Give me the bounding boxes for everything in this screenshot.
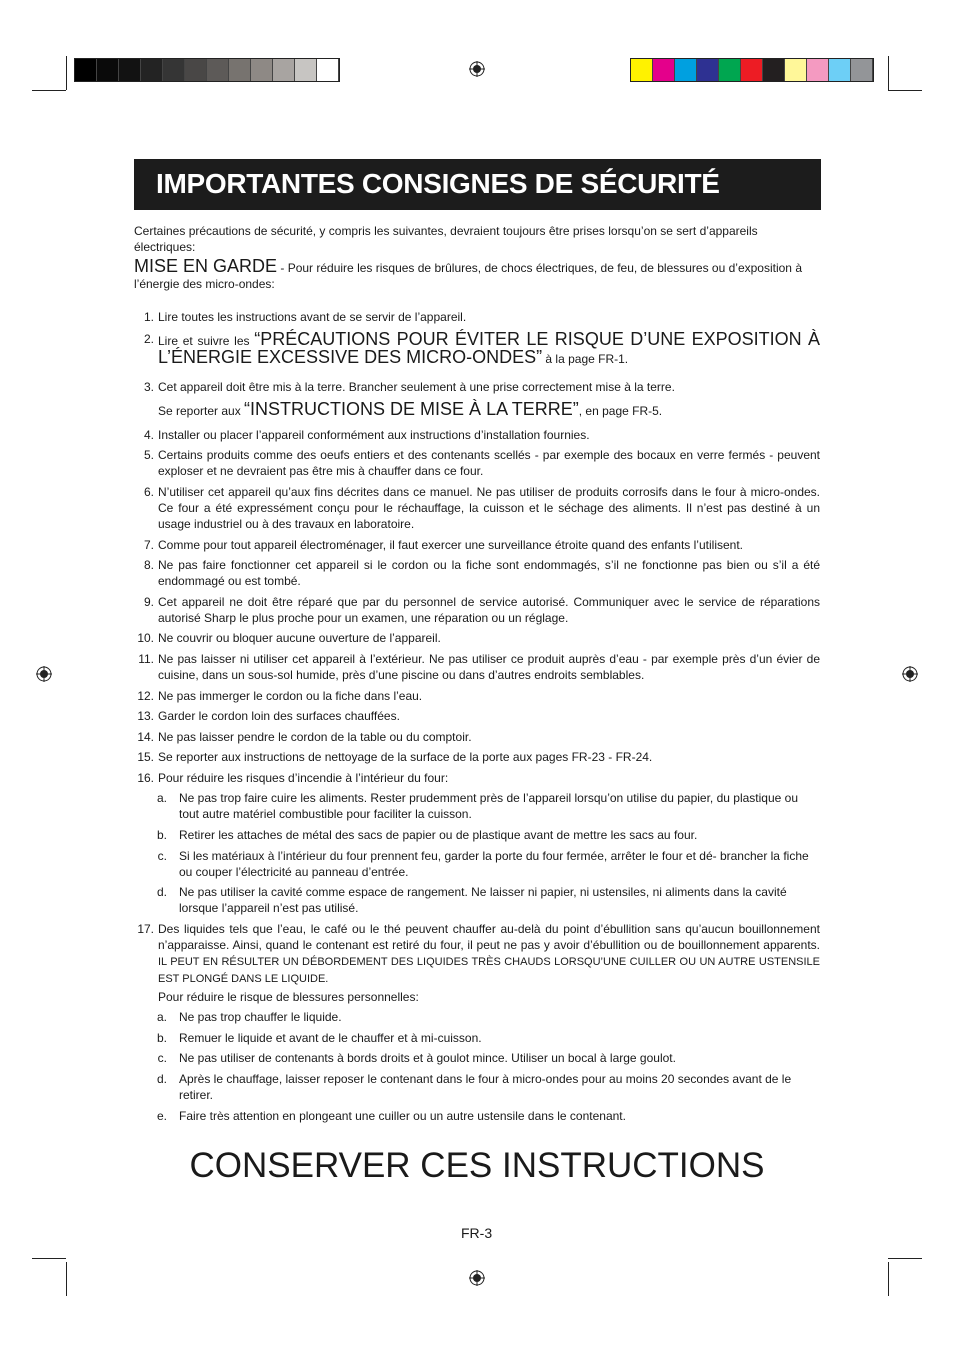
color-swatch xyxy=(851,59,873,81)
color-swatch xyxy=(75,59,97,81)
color-swatch xyxy=(807,59,829,81)
item-text-content: Ne pas immerger le cordon ou la fiche dans l’eau. xyxy=(158,689,423,703)
item-number: 15. xyxy=(137,750,154,764)
item-number: 12. xyxy=(137,689,154,703)
item-text-content: Certains produits comme des oeufs entiers et des contenants scellés - par exemple des bocaux en verre fermés - peuvent exploser et ne devraient pas être mis à chauffer dans ce four. xyxy=(158,448,820,478)
color-swatch xyxy=(141,59,163,81)
item-text xyxy=(158,537,820,553)
item-text-content: Se reporter aux instructions de nettoyage de la surface de la porte aux pages FR-23 - FR-24. xyxy=(158,750,653,764)
list-item xyxy=(134,630,820,646)
sub-item-letter: d. xyxy=(156,885,167,899)
item-text-content: Cet appareil ne doit être réparé que par du personnel de service autorisé. Communiquer avec le service de réparations autorisé Sharp le plus proche pour un examen, une réparation ou un réglage. xyxy=(158,595,820,625)
crop-mark xyxy=(888,1258,922,1259)
item-text xyxy=(158,729,820,745)
warning-text: - Pour réduire les risques de brûlures, de chocs électriques, de feu, de blessures ou d’exposition à l’énergie des micro-ondes: xyxy=(134,261,802,291)
list-item xyxy=(134,688,820,704)
sub-list-item xyxy=(155,827,820,843)
color-swatch xyxy=(785,59,807,81)
sub-list-item xyxy=(155,1030,820,1046)
item-text-content: N’utiliser cet appareil qu’aux fins décrites dans ce manuel. Ne pas utiliser de produits corrosifs dans le four à micro-ondes. Ce four a été expressément conçu pour le réchauffage, la cuisson et le séchage des aliments. Il n’est pas destiné à un usage industriel ou à des travaux en laboratoire. xyxy=(158,485,820,531)
crop-mark xyxy=(32,1258,66,1259)
item-number: 7. xyxy=(143,538,154,552)
list-item xyxy=(134,729,820,745)
sub-item-text: Faire très attention en plongeant une cuiller ou un autre ustensile dans le contenant. xyxy=(179,1109,626,1123)
warning-label: MISE EN GARDE xyxy=(134,256,278,276)
item-text xyxy=(158,630,820,646)
closing-heading: CONSERVER CES INSTRUCTIONS xyxy=(189,1146,765,1185)
sub-item-letter: e. xyxy=(156,1109,167,1123)
item-number: 1. xyxy=(143,310,154,324)
item-text xyxy=(158,379,820,395)
sub-item-letter: c. xyxy=(157,1051,167,1065)
color-swatch xyxy=(185,59,207,81)
item-number: 6. xyxy=(143,485,154,499)
process-color-bar xyxy=(630,58,874,82)
item-text-content: Garder le cordon loin des surfaces chauffées. xyxy=(158,709,400,723)
item-emphasis: “PRÉCAUTIONS POUR ÉVITER LE RISQUE D’UNE EXPOSITION À L’ÉNERGIE EXCESSIVE DES MICRO-ONDES” xyxy=(158,329,821,367)
color-swatch xyxy=(229,59,251,81)
item-text xyxy=(158,484,820,532)
item-text xyxy=(158,331,820,367)
list-item xyxy=(134,379,820,395)
list-item xyxy=(134,557,820,589)
sub-item-text: Si les matériaux à l’intérieur du four prennent feu, garder la porte du four fermée, arrêter le four et dé- brancher la fiche ou couper l’électricité au panneau d’entrée. xyxy=(179,849,809,879)
list-item xyxy=(134,770,820,786)
item-text-content: Ne pas faire fonctionner cet appareil si le cordon ou la fiche sont endommagés, s’il ne fonctionne pas bien ou s’il a été endommagé ou est tombé. xyxy=(158,558,820,588)
color-swatch xyxy=(97,59,119,81)
list-item xyxy=(134,447,820,479)
item-text-content: Ne pas laisser ni utiliser cet appareil à l’extérieur. Ne pas utiliser ce produit auprès d’eau - par exemple près d’un évier de cuisine, dans un sous-sol humide, près d’une piscine ou dans d’autres endroits semblables. xyxy=(158,652,820,682)
list-item xyxy=(134,651,820,683)
item-text-content: Comme pour tout appareil électroménager, il faut exercer une surveillance étroite quand des enfants l’utilisent. xyxy=(158,538,743,552)
item-text xyxy=(158,688,820,704)
sub-list-item xyxy=(155,848,820,880)
registration-mark-icon xyxy=(469,61,485,77)
sub-item-text: Ne pas utiliser la cavité comme espace de rangement. Ne laisser ni papier, ni ustensiles, ni aliments dans la cavité lorsque l’appareil n’est pas utilisé. xyxy=(179,885,787,915)
sub-item-text: Ne pas trop faire cuire les aliments. Rester prudemment près de l’appareil lorsqu’on utilise du papier, du plastique ou tout autre matériel combustible pour faciliter la cuisson. xyxy=(179,791,799,821)
color-swatch xyxy=(317,59,339,81)
item-emphasis: “INSTRUCTIONS DE MISE À LA TERRE” xyxy=(244,399,579,419)
sub-item-text: Ne pas utiliser de contenants à bords droits et à goulot mince. Utiliser un bocal à large goulot. xyxy=(179,1051,676,1065)
item-number: 16. xyxy=(137,771,154,785)
item-number: 9. xyxy=(143,595,154,609)
color-swatch xyxy=(719,59,741,81)
crop-mark xyxy=(66,1262,67,1296)
item-number: 11. xyxy=(138,652,154,666)
registration-mark-icon xyxy=(902,666,918,682)
warning-paragraph xyxy=(134,258,820,292)
item-text xyxy=(158,401,820,419)
item-text xyxy=(158,708,820,724)
page-number: FR-3 xyxy=(461,1225,493,1241)
item-text xyxy=(158,447,820,479)
item-number: 14. xyxy=(137,730,154,744)
intro-paragraph: Certaines précautions de sécurité, y compris les suivantes, devraient toujours être prises lorsqu’on se sert d’appareils électriques: xyxy=(134,224,758,254)
item-text-content: Pour réduire le risque de blessures personnelles: xyxy=(158,990,419,1004)
item-number: 3. xyxy=(143,380,154,394)
item-text xyxy=(158,770,820,786)
sub-item-letter: d. xyxy=(156,1072,167,1086)
color-swatch xyxy=(653,59,675,81)
list-item xyxy=(134,331,820,367)
page-title: IMPORTANTES CONSIGNES DE SÉCURITÉ xyxy=(156,168,720,199)
item-number: 8. xyxy=(143,558,154,572)
item-text xyxy=(158,427,820,443)
list-item xyxy=(134,594,820,626)
sub-list-item xyxy=(155,1071,820,1103)
list-item xyxy=(134,427,820,443)
item-text-content: Lire et suivre les xyxy=(158,334,255,348)
grayscale-color-bar xyxy=(74,58,340,82)
title-bar xyxy=(134,159,821,210)
item-number: 4. xyxy=(143,428,154,442)
item-text xyxy=(158,749,820,765)
color-swatch xyxy=(741,59,763,81)
item-text xyxy=(158,557,820,589)
list-item xyxy=(134,309,820,325)
sub-item-text: Remuer le liquide et avant de le chauffer et à mi-cuisson. xyxy=(179,1031,482,1045)
item-text-content: Ne couvrir ou bloquer aucune ouverture de l’appareil. xyxy=(158,631,441,645)
sub-item-letter: a. xyxy=(156,791,167,805)
item-text-content: Installer ou placer l’appareil conformément aux instructions d’installation fournies. xyxy=(158,428,590,442)
item-number: 10. xyxy=(137,631,154,645)
item-text-content: à la page FR-1. xyxy=(542,352,629,366)
sub-list-item xyxy=(155,790,820,822)
item-number: 2. xyxy=(143,332,154,346)
item-text xyxy=(158,594,820,626)
item-number: 5. xyxy=(143,448,154,462)
item-caps-warning: IL PEUT EN RÉSULTER UN DÉBORDEMENT DES LIQUIDES TRÈS CHAUDS LORSQU’UNE CUILLER OU UN AUTRE USTENSILE EST PLONGÉ DANS LE LIQUIDE. xyxy=(158,956,820,985)
item-text-content: , en page FR-5. xyxy=(578,404,663,418)
color-swatch xyxy=(207,59,229,81)
item-number: 17. xyxy=(137,922,154,936)
item-text-content: Se reporter aux xyxy=(158,404,245,418)
registration-mark-icon xyxy=(469,1270,485,1286)
sub-item-text: Ne pas trop chauffer le liquide. xyxy=(179,1010,342,1024)
item-text xyxy=(158,989,820,1005)
sub-item-letter: b. xyxy=(156,828,167,842)
color-swatch xyxy=(675,59,697,81)
item-text xyxy=(158,309,820,325)
color-swatch xyxy=(829,59,851,81)
registration-mark-icon xyxy=(36,666,52,682)
sub-list-item xyxy=(155,1108,820,1124)
item-text xyxy=(158,921,820,987)
color-swatch xyxy=(273,59,295,81)
sub-item-letter: a. xyxy=(156,1010,167,1024)
list-item xyxy=(134,537,820,553)
list-item xyxy=(134,749,820,765)
color-swatch xyxy=(295,59,317,81)
color-swatch xyxy=(763,59,785,81)
list-item xyxy=(134,401,820,419)
color-swatch xyxy=(697,59,719,81)
sub-list-item xyxy=(155,884,820,916)
sub-item-letter: b. xyxy=(156,1031,167,1045)
color-swatch xyxy=(119,59,141,81)
item-text-content: Pour réduire les risques d’incendie à l’intérieur du four: xyxy=(158,771,449,785)
crop-mark xyxy=(888,90,922,91)
sub-item-text: Après le chauffage, laisser reposer le contenant dans le four à micro-ondes pour au moins 20 secondes avant de le retirer. xyxy=(179,1072,792,1102)
list-item xyxy=(134,989,820,1005)
item-text-content: Des liquides tels que l’eau, le café ou le thé peuvent chauffer au-delà du point d’ébullition sans qu’aucun bouillonnement n’apparaisse. Ainsi, quand le contenant est retiré du four, il peut ne pas y avoir d’ébullition ou de bouillonnement apparents. xyxy=(158,922,820,952)
color-swatch xyxy=(251,59,273,81)
crop-mark xyxy=(888,1262,889,1296)
item-text-content: Ne pas laisser pendre le cordon de la table ou du comptoir. xyxy=(158,730,472,744)
list-item xyxy=(134,921,820,987)
color-swatch xyxy=(163,59,185,81)
sub-item-text: Retirer les attaches de métal des sacs de papier ou de plastique avant de mettre les sacs au four. xyxy=(179,828,698,842)
sub-list-item xyxy=(155,1050,820,1066)
item-text-content: Lire toutes les instructions avant de se servir de l’appareil. xyxy=(158,310,467,324)
sub-item-letter: c. xyxy=(157,849,167,863)
list-item xyxy=(134,708,820,724)
crop-mark xyxy=(32,90,66,91)
crop-mark xyxy=(888,56,889,90)
item-text xyxy=(158,651,820,683)
color-swatch xyxy=(631,59,653,81)
crop-mark xyxy=(66,56,67,90)
item-number: 13. xyxy=(137,709,154,723)
list-item xyxy=(134,484,820,532)
sub-list-item xyxy=(155,1009,820,1025)
item-text-content: Cet appareil doit être mis à la terre. Brancher seulement à une prise correctement mise à la terre. xyxy=(158,380,675,394)
